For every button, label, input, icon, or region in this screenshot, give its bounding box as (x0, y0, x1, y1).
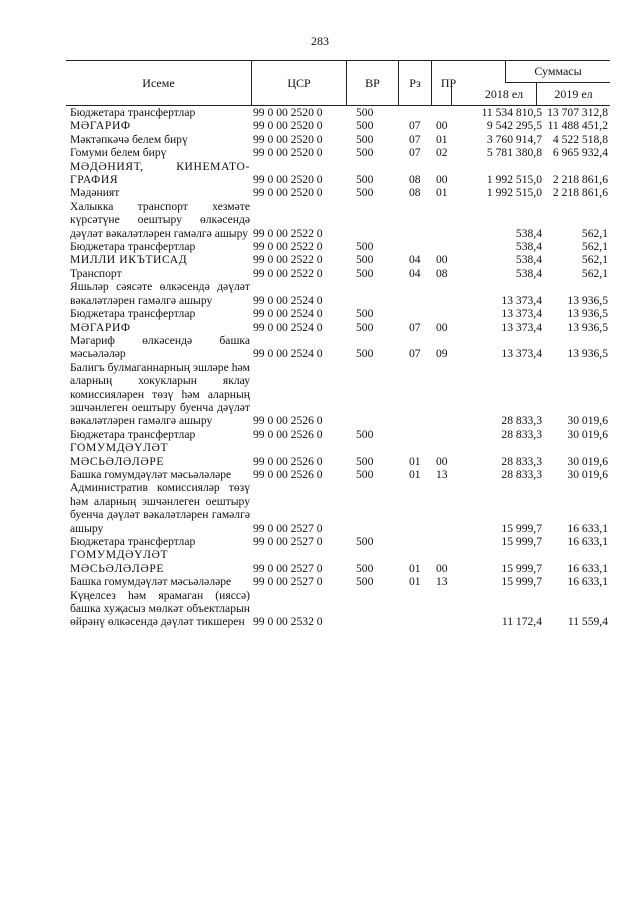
row-amount-2019: 13 707 312,8 (547, 106, 608, 119)
row-rz: 07 (409, 320, 421, 334)
table-row (66, 361, 610, 428)
row-name: Яшьләр сәясәте өлкәсендә дәүләт вәкаләтләрен гамәлгә ашыру (70, 280, 250, 307)
row-csr: 99 0 00 2520 0 (253, 119, 323, 133)
row-pr: 00 (436, 173, 448, 187)
row-pr: 00 (436, 320, 448, 334)
row-amount-2018: 11 534 810,5 (481, 106, 542, 119)
row-amount-2019: 2 218 861,6 (552, 173, 608, 187)
row-vr: 500 (356, 119, 374, 133)
header-sums: Суммасы (505, 61, 610, 83)
row-amount-2019: 13 936,5 (567, 307, 608, 321)
table-row (66, 253, 610, 266)
row-amount-2019: 13 936,5 (567, 320, 608, 334)
row-vr: 500 (356, 347, 374, 361)
table-row (66, 307, 610, 320)
row-pr: 02 (436, 146, 448, 160)
row-vr: 500 (356, 132, 374, 146)
row-amount-2018: 13 373,4 (501, 347, 542, 361)
header-csr: ЦСР (251, 61, 346, 105)
row-csr: 99 0 00 2526 0 (253, 454, 323, 468)
row-csr: 99 0 00 2522 0 (253, 266, 323, 280)
table-row (66, 267, 610, 280)
row-amount-2018: 28 833,3 (501, 454, 542, 468)
header-name: Исеме (142, 75, 175, 90)
row-amount-2018: 538,4 (515, 226, 542, 240)
row-csr: 99 0 00 2527 0 (253, 535, 323, 548)
row-csr: 99 0 00 2520 0 (253, 146, 323, 160)
row-vr: 500 (356, 575, 374, 589)
row-csr: 99 0 00 2520 0 (253, 132, 323, 146)
row-amount-2019: 30 019,6 (567, 414, 608, 428)
row-csr: 99 0 00 2524 0 (253, 293, 323, 307)
row-amount-2019: 4 522 518,8 (552, 132, 608, 146)
row-amount-2018: 13 373,4 (501, 320, 542, 334)
row-name: ГОМУМДӘҮЛӘТ МӘСЬӘЛӘЛӘРЕ (70, 441, 169, 468)
header-year-2018: 2018 ел (451, 83, 536, 105)
row-pr: 13 (436, 467, 448, 481)
table-row (66, 106, 610, 119)
row-amount-2018: 1 992 515,0 (486, 186, 542, 200)
row-pr: 00 (436, 454, 448, 468)
page-number: 283 (311, 34, 329, 48)
row-csr: 99 0 00 2520 0 (253, 186, 323, 200)
row-rz: 04 (409, 253, 421, 267)
row-name: Мәктәпкәчә белем бирү (70, 132, 188, 146)
row-amount-2019: 562,1 (581, 253, 608, 267)
row-amount-2018: 15 999,7 (501, 575, 542, 589)
row-amount-2019: 11 488 451,2 (547, 119, 608, 133)
row-rz: 07 (409, 119, 421, 133)
row-rz: 08 (409, 186, 421, 200)
row-vr: 500 (356, 467, 374, 481)
row-pr: 00 (436, 119, 448, 133)
row-amount-2019: 30 019,6 (567, 454, 608, 468)
row-amount-2019: 30 019,6 (567, 467, 608, 481)
row-name: Башка гомумдәүләт мәсьәләләре (70, 467, 232, 481)
row-name: МӘГАРИФ (70, 320, 131, 334)
row-amount-2019: 30 019,6 (567, 427, 608, 441)
row-name: МӘДӘНИЯТ, КИНЕМАТО-ГРАФИЯ (70, 159, 250, 187)
row-vr: 500 (356, 535, 374, 548)
header-pr: ПР (431, 61, 505, 105)
row-csr: 99 0 00 2527 0 (253, 561, 323, 575)
row-rz: 01 (409, 561, 421, 575)
table-row (66, 575, 610, 588)
row-amount-2019: 562,1 (581, 240, 608, 254)
row-amount-2018: 11 172,4 (501, 615, 542, 629)
row-csr: 99 0 00 2527 0 (253, 521, 323, 535)
row-name: Мәгариф өлкәсендә башка мәсьәләләр (70, 333, 250, 361)
table-row (66, 428, 610, 441)
row-pr: 09 (436, 347, 448, 361)
row-amount-2018: 28 833,3 (501, 414, 542, 428)
row-pr: 00 (436, 253, 448, 267)
row-amount-2019: 11 559,4 (567, 615, 608, 629)
row-amount-2018: 13 373,4 (501, 307, 542, 321)
row-amount-2019: 16 633,1 (567, 575, 608, 589)
row-vr: 500 (356, 240, 374, 254)
row-vr: 500 (356, 307, 374, 321)
row-amount-2019: 16 633,1 (567, 535, 608, 548)
row-csr: 99 0 00 2524 0 (253, 347, 323, 361)
row-amount-2018: 538,4 (515, 266, 542, 280)
table-row (66, 481, 610, 535)
budget-table (66, 60, 610, 629)
row-amount-2018: 5 781 380,8 (486, 146, 542, 160)
row-csr: 99 0 00 2520 0 (253, 173, 323, 187)
row-name: Бюджетара трансфертлар (70, 240, 196, 254)
table-row (66, 119, 610, 132)
row-amount-2018: 538,4 (515, 253, 542, 267)
row-amount-2018: 28 833,3 (501, 467, 542, 481)
row-name: Бюджетара трансфертлар (70, 106, 196, 119)
row-amount-2018: 3 760 914,7 (486, 132, 542, 146)
row-rz: 04 (409, 266, 421, 280)
row-name: Гомуми белем бирү (70, 146, 167, 160)
row-csr: 99 0 00 2524 0 (253, 320, 323, 334)
table-row (66, 589, 610, 629)
row-csr: 99 0 00 2524 0 (253, 307, 323, 321)
row-name: Халыкка транспорт хезмәте күрсәтүне оештыру өлкәсендә дәүләт вәкаләтләрен гамәлгә ашыру (70, 199, 250, 240)
row-amount-2018: 9 542 295,5 (486, 119, 542, 133)
row-amount-2018: 1 992 515,0 (486, 173, 542, 187)
row-vr: 500 (356, 253, 374, 267)
row-vr: 500 (356, 427, 374, 441)
table-row (66, 321, 610, 334)
table-row (66, 186, 610, 199)
row-csr: 99 0 00 2522 0 (253, 240, 323, 254)
row-amount-2019: 562,1 (581, 266, 608, 280)
row-name: Транспорт (70, 266, 122, 280)
row-rz: 01 (409, 575, 421, 589)
table-row (66, 535, 610, 548)
row-csr: 99 0 00 2522 0 (253, 253, 323, 267)
row-csr: 99 0 00 2520 0 (253, 106, 323, 119)
row-rz: 07 (409, 132, 421, 146)
table-row (66, 133, 610, 146)
row-name: Башка гомумдәүләт мәсьәләләре (70, 575, 232, 589)
row-amount-2019: 6 965 932,4 (552, 146, 608, 160)
row-csr: 99 0 00 2526 0 (253, 414, 323, 428)
row-name: Бюджетара трансфертлар (70, 307, 196, 321)
row-name: Мәдәният (70, 186, 120, 200)
table-header (66, 60, 610, 106)
row-rz: 01 (409, 467, 421, 481)
row-pr: 01 (436, 186, 448, 200)
row-amount-2019: 13 936,5 (567, 347, 608, 361)
row-amount-2018: 15 999,7 (501, 561, 542, 575)
row-amount-2019: 2 218 861,6 (552, 186, 608, 200)
row-amount-2018: 15 999,7 (501, 535, 542, 548)
row-amount-2018: 13 373,4 (501, 293, 542, 307)
row-csr: 99 0 00 2532 0 (253, 615, 323, 629)
row-name: ГОМУМДӘҮЛӘТ МӘСЬӘЛӘЛӘРЕ (70, 548, 169, 575)
table-body (66, 106, 610, 629)
row-amount-2018: 538,4 (515, 240, 542, 254)
row-name: МИЛЛИ ИКЪТИСАД (70, 253, 188, 267)
table-row (66, 548, 610, 575)
row-amount-2019: 16 633,1 (567, 521, 608, 535)
row-amount-2019: 13 936,5 (567, 293, 608, 307)
row-vr: 500 (356, 186, 374, 200)
table-row (66, 441, 610, 468)
table-row (66, 334, 610, 361)
row-vr: 500 (356, 106, 374, 119)
table-row (66, 146, 610, 159)
header-vr: ВР (346, 61, 398, 105)
row-rz: 08 (409, 173, 421, 187)
row-vr: 500 (356, 454, 374, 468)
row-vr: 500 (356, 561, 374, 575)
row-name: Бюджетара трансфертлар (70, 535, 196, 548)
row-name: Бюджетара трансфертлар (70, 427, 196, 441)
row-vr: 500 (356, 146, 374, 160)
row-amount-2019: 562,1 (581, 226, 608, 240)
row-name: МӘГАРИФ (70, 119, 131, 133)
row-pr: 08 (436, 266, 448, 280)
row-rz: 01 (409, 454, 421, 468)
row-pr: 01 (436, 132, 448, 146)
row-pr: 13 (436, 575, 448, 589)
row-name: Балигъ булмаганнарның эшләре һәм аларның хокукларын яклау комиссияләрен төзү һәм аларның эшчәнлеген оештыру буенча дәүләт вәкаләтләрен гамәлгә ашыру (70, 360, 250, 428)
row-rz: 07 (409, 146, 421, 160)
row-rz: 07 (409, 347, 421, 361)
row-csr: 99 0 00 2527 0 (253, 575, 323, 589)
table-row (66, 160, 610, 187)
row-vr: 500 (356, 173, 374, 187)
row-csr: 99 0 00 2526 0 (253, 467, 323, 481)
table-row (66, 240, 610, 253)
row-vr: 500 (356, 320, 374, 334)
table-row (66, 280, 610, 307)
row-name: Күңелсез һәм ярамаган (ияссә) башка хуҗасыз мөлкәт объектларын өйрәнү өлкәсендә дәүләт тикшерен (70, 588, 250, 629)
row-vr: 500 (356, 266, 374, 280)
row-csr: 99 0 00 2522 0 (253, 226, 323, 240)
row-amount-2019: 16 633,1 (567, 561, 608, 575)
row-amount-2018: 28 833,3 (501, 427, 542, 441)
row-amount-2018: 15 999,7 (501, 521, 542, 535)
header-year-2019: 2019 ел (536, 83, 610, 105)
table-row (66, 468, 610, 481)
header-rz: Рз (398, 61, 431, 105)
table-row (66, 200, 610, 240)
row-csr: 99 0 00 2526 0 (253, 427, 323, 441)
row-name: Административ комиссияләр төзү һәм аларның эшчәнлеген оештыру буенча дәүләт вәкаләтләрен гамәлгә ашыру (70, 481, 250, 535)
row-pr: 00 (436, 561, 448, 575)
